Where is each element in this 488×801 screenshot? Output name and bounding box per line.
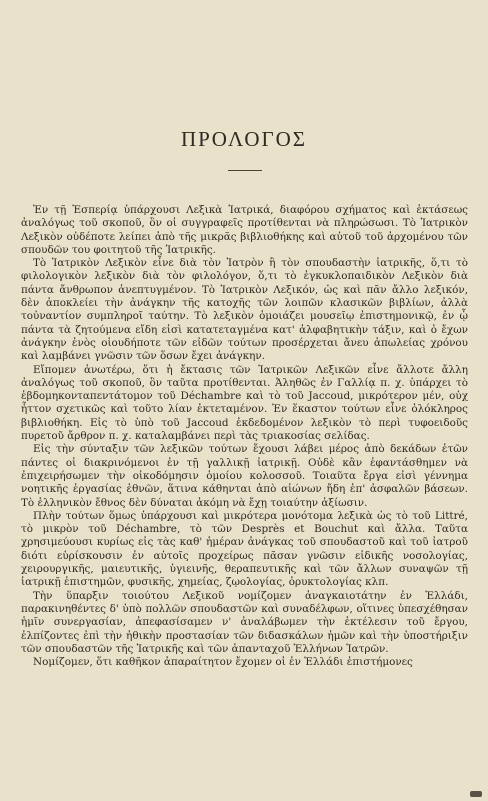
paragraph: Εἴπομεν ἀνωτέρω, ὅτι ἡ ἔκτασις τῶν Ἰατρικῶν Λεξικῶν εἶνε ἄλλοτε ἄλλη ἀναλόγως τοῦ σκοποῦ, ὃν ταῦτα προτίθενται. Ἀληθῶς ἐν Γαλλίᾳ π. χ. ὑπάρχει τὸ ἑβδομηκονταπεντάτομον τοῦ Déchambre καὶ τὸ τοῦ Jaccoud, μικρότερον μέν, οὐχ ἧττον σχετικῶς καὶ τοῦτο λίαν ἐκτεταμένον. Ἐν ἕκαστον τούτων εἶνε ὁλόκληρος βιβλιοθήκη. Εἰς τὸ ὑπὸ τοῦ Jaccoud ἐκδεδομένον λεξικὸν τὸ περὶ τυφοειδοῦς πυρετοῦ ἄρθρον π. χ. καταλαμβάνει περὶ τὰς τριακοσίας σελίδας. [21, 363, 468, 443]
page-title: ΠΡΟΛΟΓΟΣ [180, 127, 308, 151]
page-edge-mark [470, 791, 482, 797]
title-rule [228, 170, 262, 171]
body-text [21, 204, 468, 669]
paragraph: Πλὴν τούτων ὅμως ὑπάρχουσι καὶ μικρότερα μονότομα λεξικὰ ὡς τὸ τοῦ Littré, τὸ μικρὸν τοῦ Déchambre, τὸ τῶν Desprès et Bouchut καὶ ἄλλα. Ταῦτα χρησιμεύουσι κυρίως εἰς τὰς καθ' ἡμέραν ἀνάγκας τοῦ σπουδαστοῦ καὶ τοῦ ἰατροῦ διότι εὑρίσκουσιν ἐν αὐτοῖς προχείρως πᾶσαν γνῶσιν εἰδικῆς νοσολογίας, χειρουργικῆς, μαιευτικῆς, ὑγιεινῆς, θεραπευτικῆς καὶ τῶν ἄλλων συναψῶν τῇ ἰατρικῇ ἐπιστημῶν, φυσικῆς, χημείας, ζῳολογίας, ὀρυκτολογίας κλπ. [21, 509, 468, 589]
paragraph: Εἰς τὴν σύνταξιν τῶν λεξικῶν τούτων ἔχουσι λάβει μέρος ἀπὸ δεκάδων ἐτῶν πάντες οἱ διακρινόμενοι ἐν τῇ γαλλικῇ ἰατρικῇ. Οὐδὲ κἂν ἐφαντάσθημεν νὰ ἐπιχειρήσωμεν τὴν οἰκοδόμησιν ὁμοίου κολοσσοῦ. Τοιαῦτα ἔργα εἰσὶ γέννημα νοητικῆς ἐργασίας ἐθνῶν, ἅτινα κάθηνται ἀπὸ αἰώνων ἤδη ἐπ' ἀσφαλῶν βάσεων. Τὸ ἑλληνικὸν ἔθνος δὲν δύναται ἀκόμη νὰ ἔχῃ τοιαύτην ἀξίωσιν. [21, 443, 468, 509]
paragraph: Νομίζομεν, ὅτι καθῆκον ἀπαραίτητον ἔχομεν οἱ ἐν Ἑλλάδι ἐπιστήμονες [33, 656, 413, 669]
paragraph: Τὸ Ἰατρικὸν Λεξικὸν εἶνε διὰ τὸν Ἰατρὸν ἢ τὸν σπουδαστὴν ἰατρικῆς, ὅ,τι τὸ φιλολογικὸν λεξικὸν διὰ τὸν φιλολόγον, ὅ,τι τὸ ἐγκυκλοπαιδικὸν Λεξικὸν διὰ πάντα ἄνθρωπον ἀνεπτυγμένον. Τὸ Ἰατρικὸν Λεξικόν, ὡς καὶ πᾶν ἄλλο λεξικόν, δὲν ἀποκλείει τὴν ἀνάγκην τῆς κατοχῆς τῶν λοιπῶν κλασικῶν βιβλίων, ἀλλὰ τοὐναντίον συμπληροῖ ταύτην. Τὸ λεξικὸν ὁμοιάζει μουσεῖῳ ἐπιστημονικῷ, ἐν ᾧ πάντα τὰ ζητούμενα εἴδη εἰσὶ κατατεταγμένα κατ' ἀλφαβητικὴν τάξιν, καὶ ὁ ἔχων ἀνάγκην ἑνὸς οἱουδήποτε τῶν εἰδῶν τούτων προσέρχεται ἄνευ ἀπωλείας χρόνου καὶ λαμβάνει γνῶσιν τῶν ὅσων ἔχει ἀνάγκην. [21, 257, 468, 363]
paragraph: Ἐν τῇ Ἑσπερίᾳ ὑπάρχουσι Λεξικὰ Ἰατρικά, διαφόρου σχήματος καὶ ἐκτάσεως ἀναλόγως τοῦ σκοποῦ, ὃν οἱ συγγραφεῖς προτίθενται νὰ πληρώσωσι. Τὸ Ἰατρικὸν Λεξικὸν οὐδέποτε λείπει ἀπὸ τῆς μικρᾶς βιβλιοθήκης καὶ αὐτοῦ τοῦ ἀρχομένου τῶν σπουδῶν του φοιτητοῦ τῆς Ἰατρικῆς. [21, 204, 468, 256]
paragraph: Τὴν ὕπαρξιν τοιούτου Λεξικοῦ νομίζομεν ἀναγκαιοτάτην ἐν Ἑλλάδι, παρακινηθέντες δ' ὑπὸ πολλῶν σπουδαστῶν καὶ συναδέλφων, οἵτινες ὑπεσχέθησαν ἡμῖν συνεργασίαν, ἀπεφασίσαμεν ν' ἀναλάβωμεν τὴν ἐκτέλεσιν τοῦ ἔργου, ἐλπίζοντες ἐπὶ τὴν ἠθικὴν προστασίαν τῶν διδασκάλων ἡμῶν καὶ τὴν ὑποστήριξιν τῶν σπουδαστῶν τῆς Ἰατρικῆς καὶ τῶν ἁπανταχοῦ Ἑλλήνων Ἰατρῶν. [21, 589, 468, 655]
